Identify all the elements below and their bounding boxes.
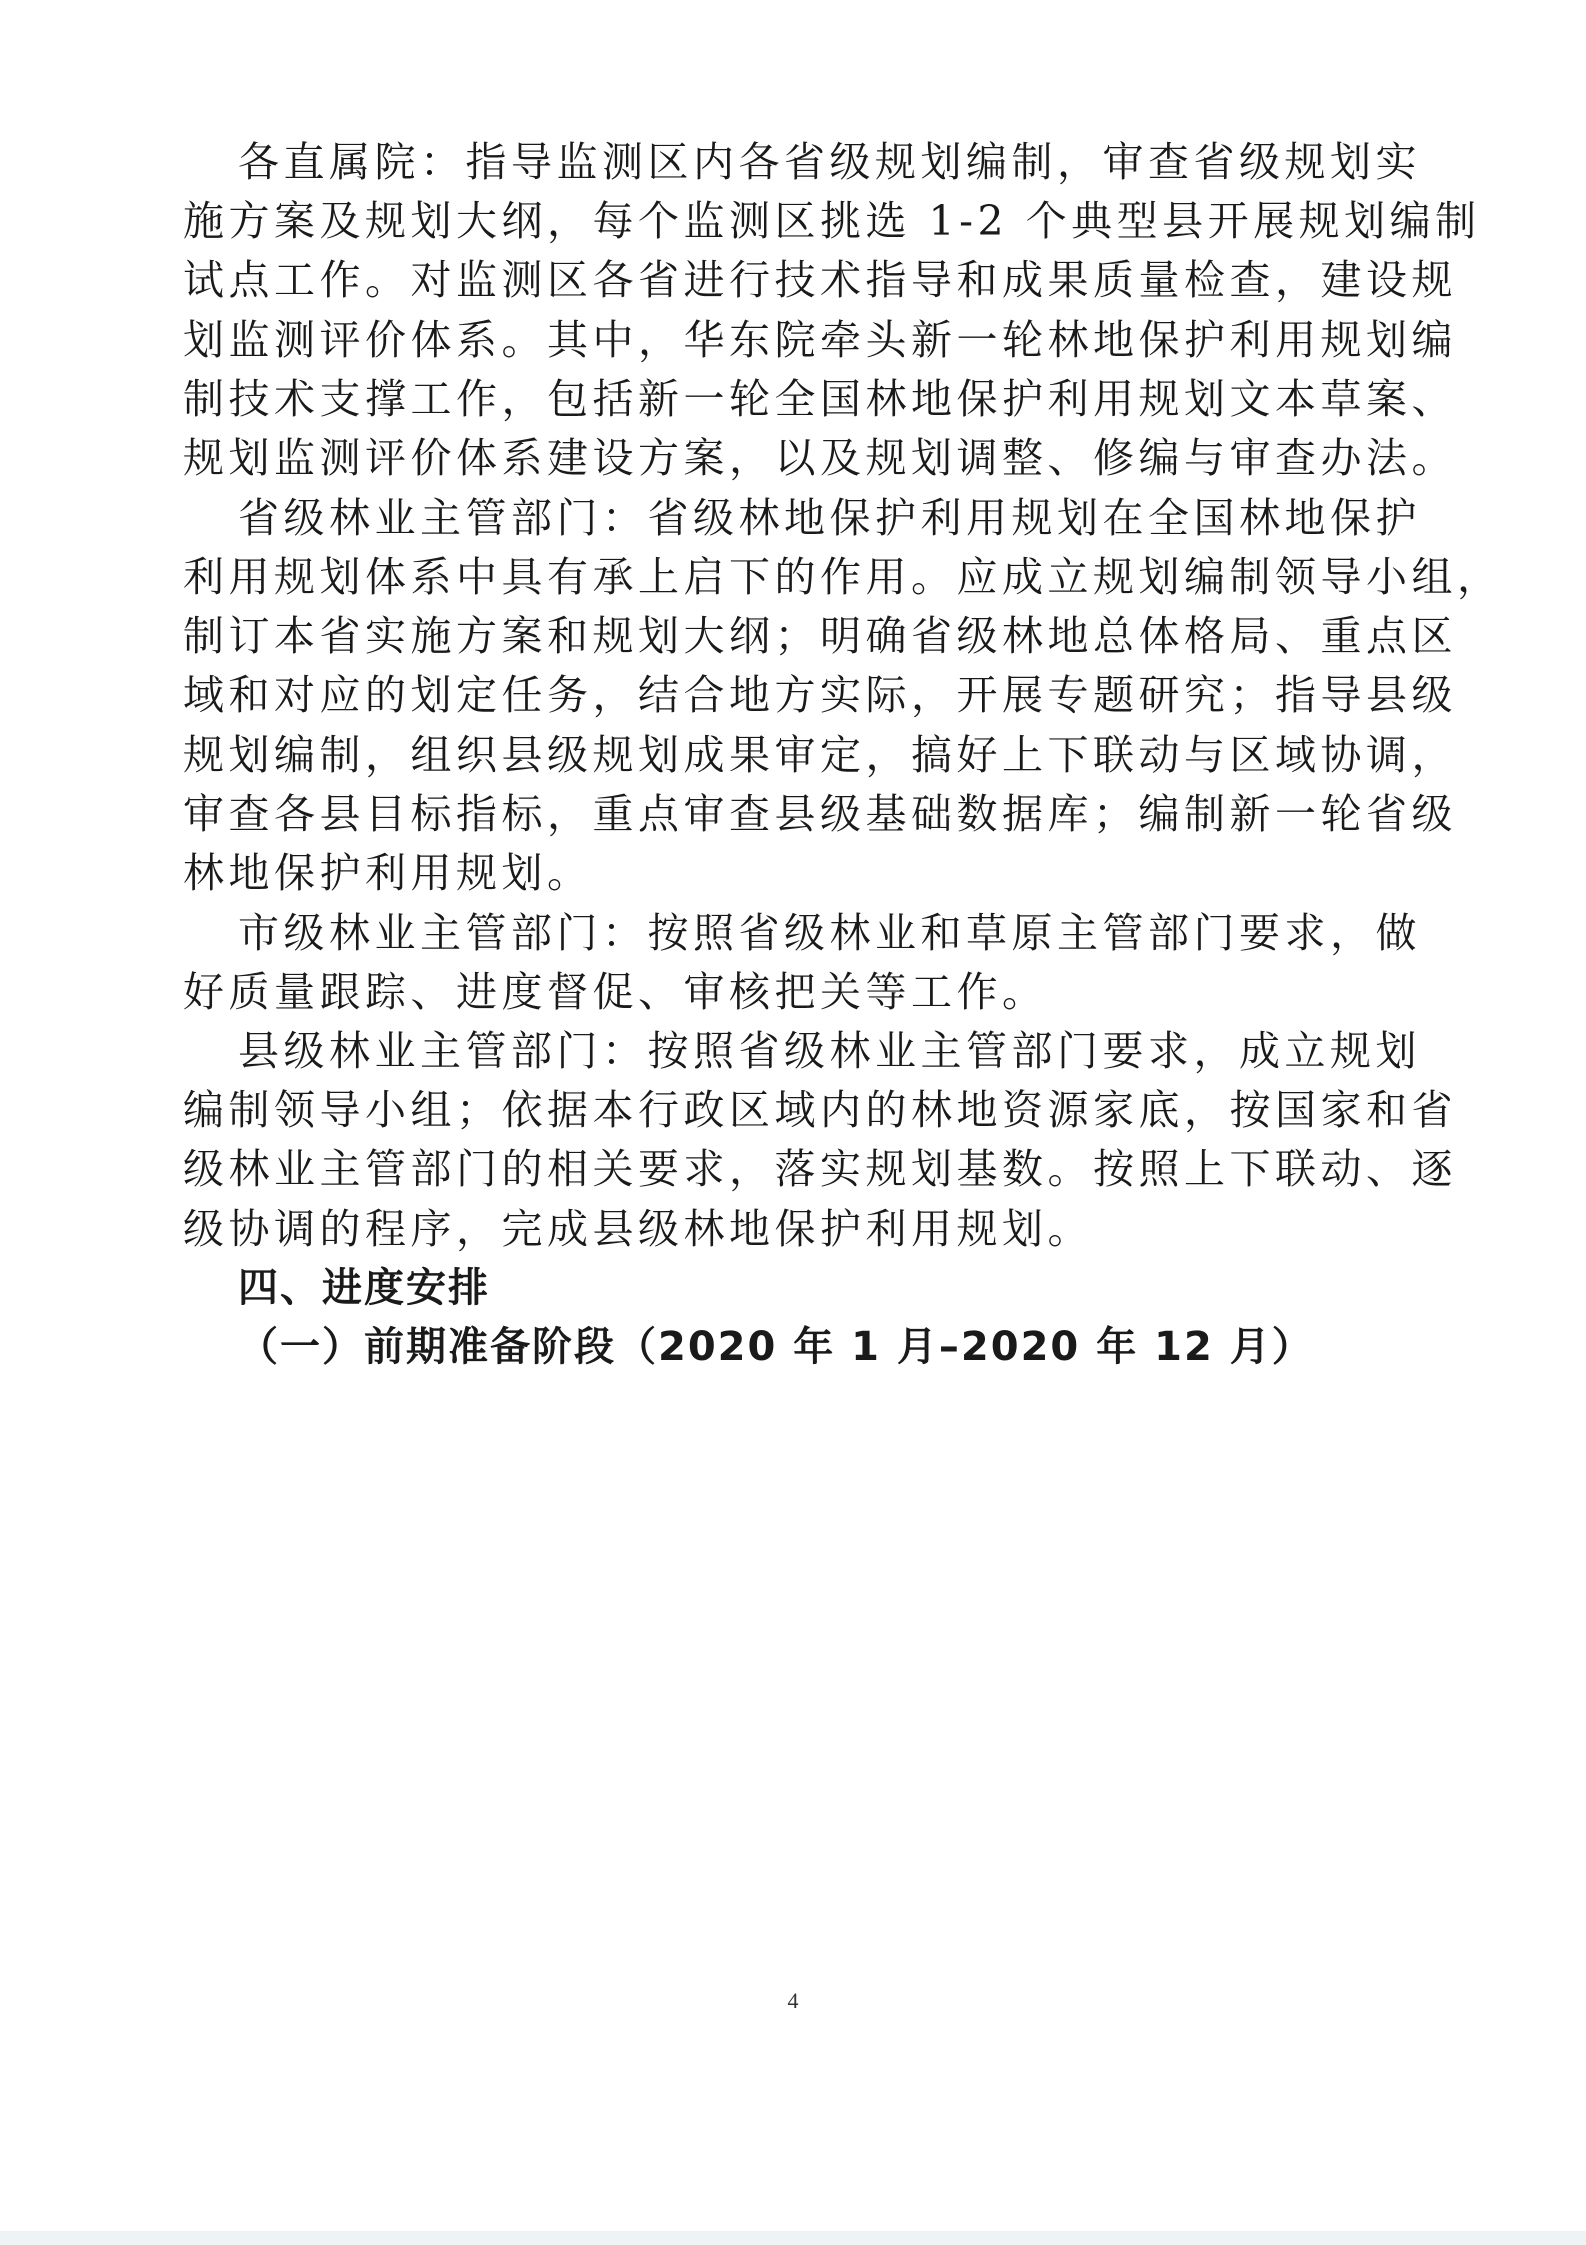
paragraph-line: 规划编制，组织县级规划成果审定，搞好上下联动与区域协调， [183, 731, 1457, 779]
paragraph-line: 林地保护利用规划。 [183, 849, 593, 897]
paragraph-line: 好质量跟踪、进度督促、审核把关等工作。 [183, 968, 1048, 1016]
paragraph-line: 级林业主管部门的相关要求，落实规划基数。按照上下联动、逐 [183, 1145, 1457, 1193]
section-heading: 四、进度安排 [238, 1265, 490, 1311]
page-number: 4 [787, 1988, 799, 2013]
paragraph-line: 级协调的程序，完成县级林地保护利用规划。 [183, 1205, 1093, 1253]
subsection-heading: （一）前期准备阶段（2020 年 1 月–2020 年 12 月） [238, 1324, 1314, 1370]
paragraph-line: 县级林业主管部门：按照省级林业主管部门要求，成立规划 [238, 1027, 1421, 1075]
paragraph-line: 市级林业主管部门：按照省级林业和草原主管部门要求，做 [238, 909, 1421, 957]
paragraph-line: 施方案及规划大纲，每个监测区挑选 1-2 个典型县开展规划编制 [183, 197, 1481, 245]
paragraph-line: 试点工作。对监测区各省进行技术指导和成果质量检查，建设规 [183, 256, 1457, 304]
paragraph-line: 域和对应的划定任务，结合地方实际，开展专题研究；指导县级 [183, 671, 1457, 719]
paragraph-line: 利用规划体系中具有承上启下的作用。应成立规划编制领导小组， [183, 553, 1503, 601]
paragraph-line: 规划监测评价体系建设方案，以及规划调整、修编与审查办法。 [183, 434, 1457, 482]
paragraph-line: 划监测评价体系。其中，华东院牵头新一轮林地保护利用规划编 [183, 316, 1457, 364]
paragraph-line: 编制领导小组；依据本行政区域内的林地资源家底，按国家和省 [183, 1086, 1457, 1134]
paragraph-line: 各直属院：指导监测区内各省级规划编制，审查省级规划实 [238, 138, 1421, 186]
paragraph-line: 省级林业主管部门：省级林地保护利用规划在全国林地保护 [238, 494, 1421, 542]
paragraph-line: 制技术支撑工作，包括新一轮全国林地保护利用规划文本草案、 [183, 375, 1457, 423]
scan-edge [0, 2231, 1586, 2245]
paragraph-line: 审查各县目标指标，重点审查县级基础数据库；编制新一轮省级 [183, 790, 1457, 838]
paragraph-line: 制订本省实施方案和规划大纲；明确省级林地总体格局、重点区 [183, 612, 1457, 660]
